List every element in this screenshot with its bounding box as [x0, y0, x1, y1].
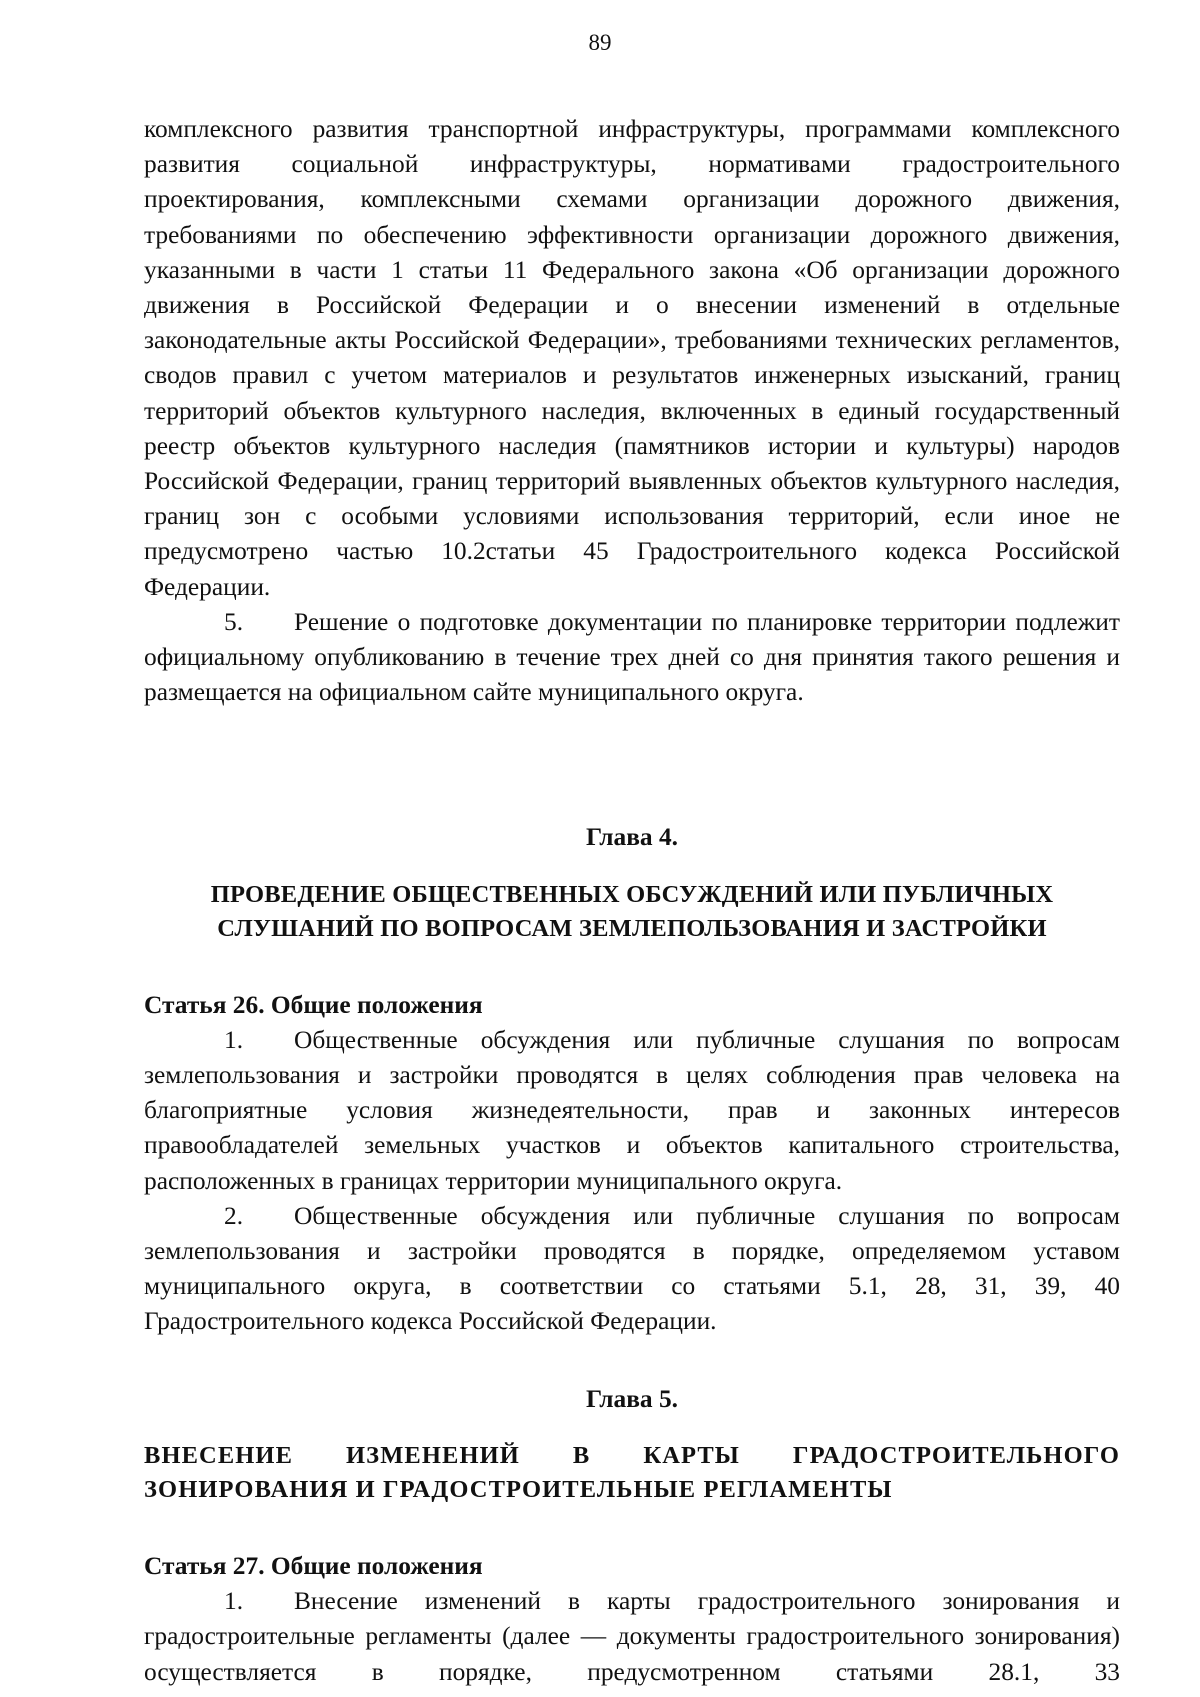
item-text: Общественные обсуждения или публичные слушания по вопросам землепользования и застройки проводятся в целях соблюдения прав человека на благоприятные условия жизнедеятельности, прав и законных интересов правообладателей земельных участков и объектов капитального строительства, расположенных в границах территории муниципального округа. — [144, 1025, 1120, 1195]
page-number: 89 — [588, 30, 612, 55]
item-text: Общественные обсуждения или публичные слушания по вопросам землепользования и застройки проводятся в порядке, определяемом уставом муниципального округа, в соответствии со статьями 5.1, 28, 31, 39, 40 Градостроительного кодекса Российской Федерации. — [144, 1201, 1120, 1336]
article-item — [144, 1584, 1120, 1690]
item-5-paragraph — [144, 605, 1120, 711]
item-number: 1. — [224, 1025, 244, 1054]
article-title: Статья 26. Общие положения — [144, 990, 483, 1019]
chapter-4 — [144, 820, 1120, 1339]
chapter-heading-line: ВНЕСЕНИЕ ИЗМЕНЕНИЙ В КАРТЫ ГРАДОСТРОИТЕЛЬНОГО — [144, 1441, 1120, 1469]
chapter-title: Глава 5. — [585, 1384, 679, 1413]
item-number: 2. — [224, 1201, 244, 1230]
chapter-heading-line: ЗОНИРОВАНИЯ И ГРАДОСТРОИТЕЛЬНЫЕ РЕГЛАМЕНТЫ — [144, 1475, 893, 1503]
item-number: 5. — [224, 607, 244, 636]
item-text: Решение о подготовке документации по планировке территории подлежит официальному опубликованию в течение трех дней со дня принятия такого решения и размещается на официальном сайте муниципального округа. — [144, 607, 1120, 707]
document-body — [144, 112, 1120, 1690]
chapter-title: Глава 4. — [585, 823, 679, 852]
chapter-5 — [144, 1382, 1120, 1690]
chapter-heading-line: СЛУШАНИЙ ПО ВОПРОСАМ ЗЕМЛЕПОЛЬЗОВАНИЯ И ЗАСТРОЙКИ — [217, 914, 1047, 942]
article-title: Статья 27. Общие положения — [144, 1551, 483, 1580]
intro-paragraph: комплексного развития транспортной инфраструктуры, программами комплексного развития социальной инфраструктуры, нормативами градостроительного проектирования, комплексными схемами организации дорожного движения, требованиями по обеспечению эффективности организации дорожного движения, указанными в части 1 статьи 11 Федерального закона «Об организации дорожного движения в Российской Федерации и о внесении изменений в отдельные законодательные акты Российской Федерации», требованиями технических регламентов, сводов правил с учетом материалов и результатов инженерных изысканий, границ территорий объектов культурного наследия, включенных в единый государственный реестр объектов культурного наследия (памятников истории и культуры) народов Российской Федерации, границ территорий выявленных объектов культурного наследия, границ зон с особыми условиями использования территорий, если иное не предусмотрено частью 10.2статьи 45 Градостроительного кодекса Российской Федерации. — [144, 115, 1120, 601]
article-item — [144, 1199, 1120, 1340]
item-number: 1. — [224, 1587, 244, 1616]
item-text: Внесение изменений в карты градостроительного зонирования и градостроительные регламенты (далее — документы градостроительного зонирования) осуществляется в порядке, предусмотренном статьями 28.1, 33 — [144, 1587, 1120, 1686]
chapter-heading-line: ПРОВЕДЕНИЕ ОБЩЕСТВЕННЫХ ОБСУЖДЕНИЙ ИЛИ ПУБЛИЧНЫХ — [210, 880, 1054, 908]
article-item — [144, 1023, 1120, 1199]
